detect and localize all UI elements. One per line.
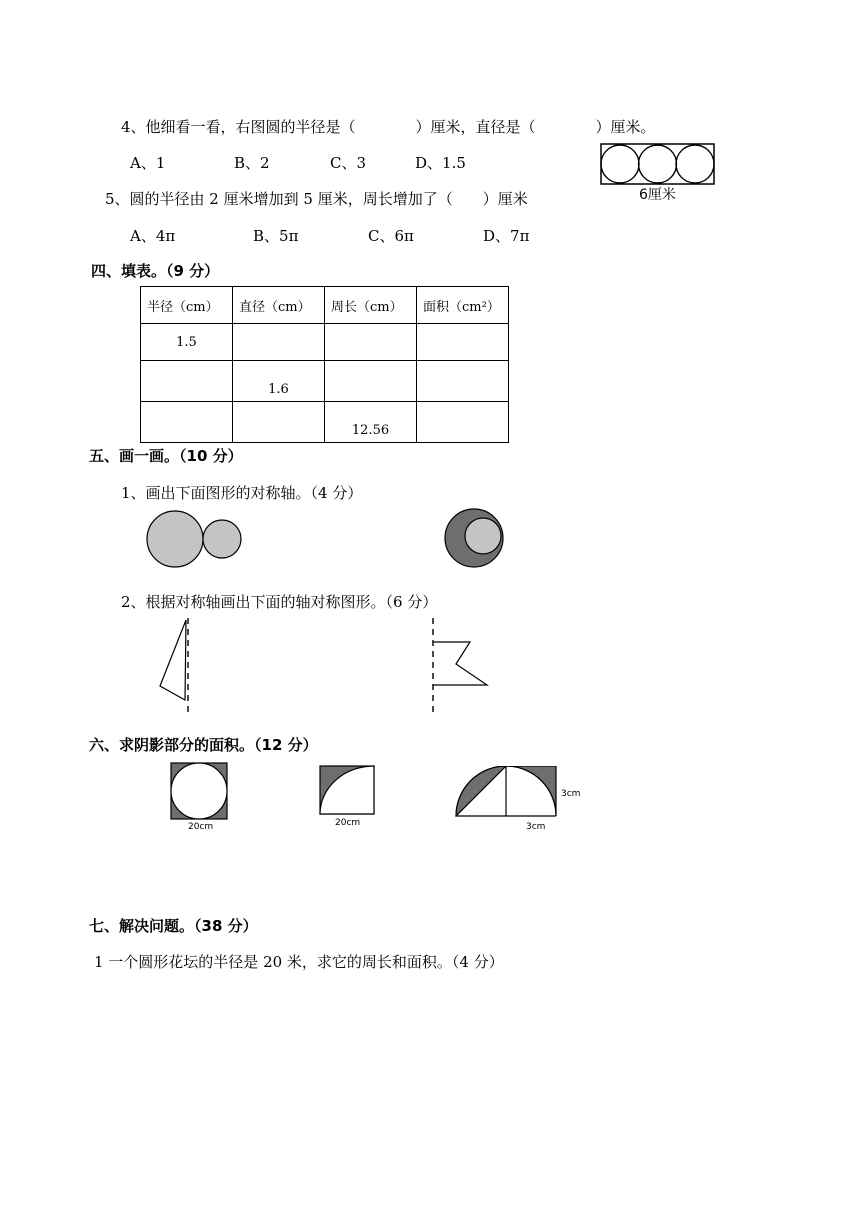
dimension-label: 20cm [335,818,361,828]
table-cell[interactable] [325,361,417,402]
table-cell[interactable]: 12.56 [325,402,417,443]
table-cell[interactable] [325,324,417,361]
q4-option-b: B、2 [234,154,270,172]
table-row [141,324,509,361]
section7-item1: 1 一个圆形花坛的半径是 20 米，求它的周长和面积。（4 分） [94,953,504,971]
dimension-label: 3cm [561,789,581,799]
q4-option-d: D、1.5 [415,154,466,172]
semicircle-shaded-figure [454,766,560,820]
dimension-label: 3cm [526,822,546,832]
q5-option-a: A、4π [130,227,176,245]
table-cell[interactable]: 1.6 [233,361,325,402]
table-header-cell: 面积（cm²） [417,287,509,324]
table-header-row [141,287,509,324]
dimension-label: 20cm [188,822,214,832]
section5-item1: 1、画出下面图形的对称轴。（4 分） [121,484,363,502]
q5-option-b: B、5π [253,227,299,245]
table-row [141,361,509,402]
table-row [141,402,509,443]
section6-title: 六、求阴影部分的面积。（12 分） [89,736,318,754]
q4-question: 4、他细看一看，右图圆的半径是（ ）厘米，直径是（ ）厘米。 [121,118,656,136]
two-circles-figure [144,508,246,570]
q5-option-c: C、6π [368,227,414,245]
triangle-axis-figure [155,614,197,718]
table-header-cell: 周长（cm） [325,287,417,324]
table-cell[interactable] [417,361,509,402]
nested-circles-figure [442,506,508,572]
table-header-cell: 直径（cm） [233,287,325,324]
square-circle-shaded-figure [170,762,230,822]
figure-width-label: 6厘米 [639,187,676,203]
section5-item2: 2、根据对称轴画出下面的轴对称图形。（6 分） [121,593,438,611]
section7-title: 七、解决问题。（38 分） [89,917,258,935]
q4-option-c: C、3 [330,154,367,172]
table-header-cell: 半径（cm） [141,287,233,324]
table-cell[interactable] [417,324,509,361]
fill-in-table [140,286,509,443]
three-circles-figure [598,142,718,188]
square-quarter-circle-figure [319,765,377,817]
section4-title: 四、填表。（9 分） [91,262,220,280]
section5-title: 五、画一画。（10 分） [89,447,243,465]
flag-axis-figure [428,614,492,718]
q5-question: 5、圆的半径由 2 厘米增加到 5 厘米，周长增加了（ ）厘米 [105,190,528,208]
table-cell[interactable] [141,402,233,443]
table-cell[interactable] [417,402,509,443]
table-cell[interactable] [141,361,233,402]
q5-option-d: D、7π [483,227,530,245]
table-cell[interactable]: 1.5 [141,324,233,361]
q4-option-a: A、1 [130,154,166,172]
table-cell[interactable] [233,324,325,361]
table-cell[interactable] [233,402,325,443]
